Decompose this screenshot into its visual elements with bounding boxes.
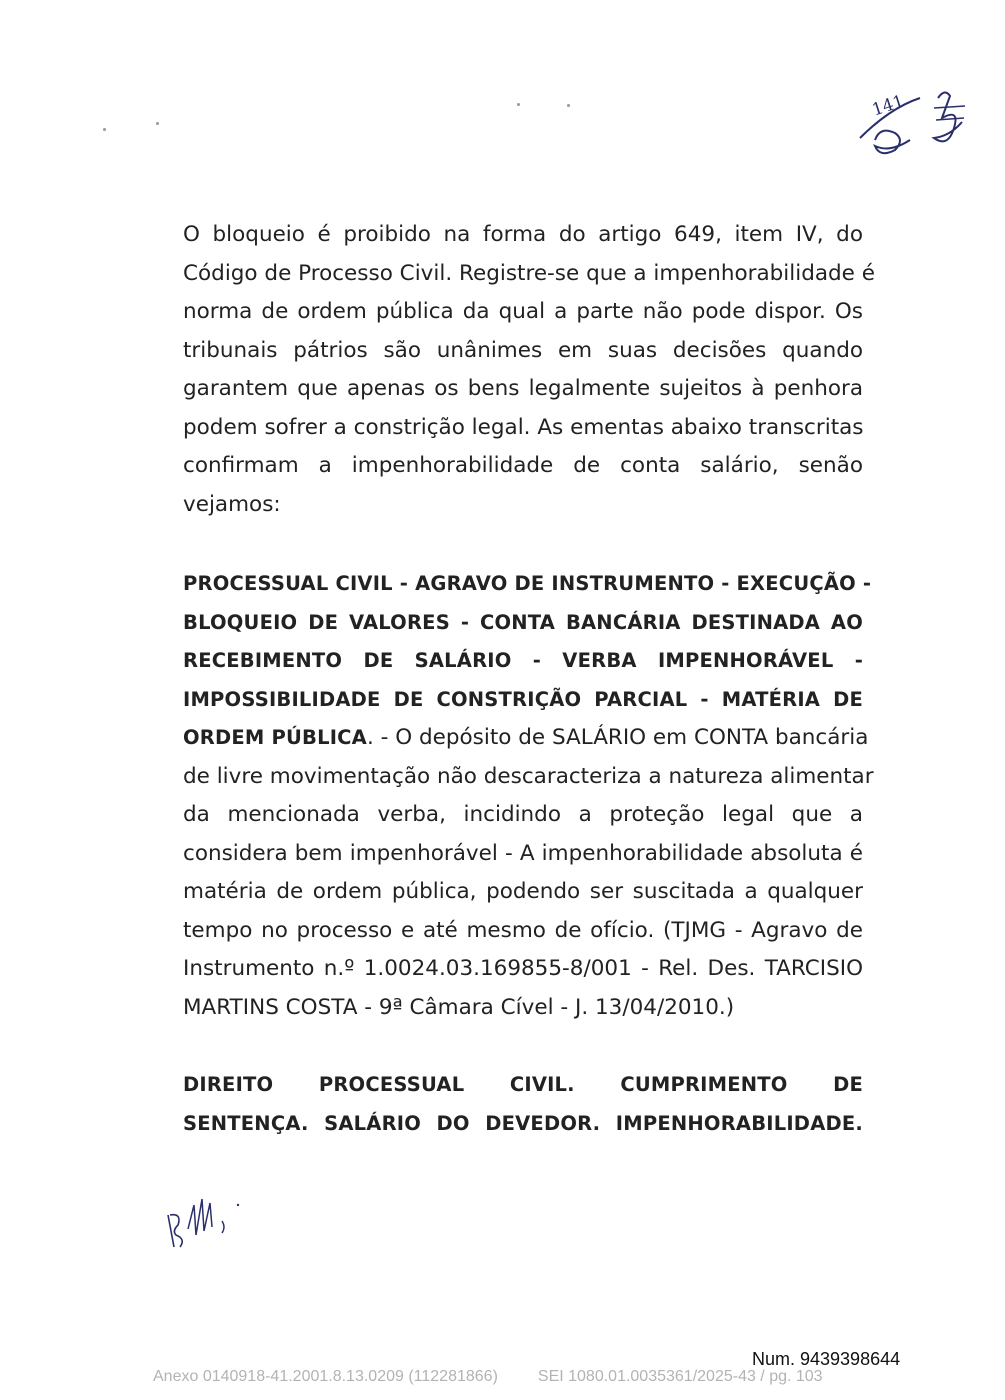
signature-scribble	[160, 1185, 250, 1255]
ementa-heading-end: ORDEM PÚBLICA	[183, 726, 367, 749]
sei-page-reference: SEI 1080.01.0035361/2025-43 / pg. 103	[537, 1368, 823, 1385]
text-line: MARTINS COSTA - 9ª Câmara Cível - J. 13/04/2010.)	[183, 994, 735, 1020]
ementa-heading-line: SENTENÇA. SALÁRIO DO DEVEDOR. IMPENHORABILIDADE.	[183, 1111, 863, 1135]
ementa-direito-processual	[183, 1066, 863, 1143]
initials-signature	[160, 1185, 250, 1255]
text-line: confirmam a impenhorabilidade de conta salário, senão	[183, 453, 863, 478]
scan-speck	[567, 104, 570, 107]
ementa-heading-line: DIREITO PROCESSUAL CIVIL. CUMPRIMENTO DE	[183, 1073, 863, 1096]
text-line: podem sofrer a constrição legal. As ementas abaixo transcritas	[183, 414, 864, 440]
annex-reference: Anexo 0140918-41.2001.8.13.0209 (112281866)	[153, 1368, 498, 1385]
scan-speck	[103, 128, 106, 131]
ementa-mixed-line	[183, 719, 869, 758]
text-line: Instrumento n.º 1.0024.03.169855-8/001 - Rel. Des. TARCISIO	[183, 956, 863, 981]
text-line: tempo no processo e até mesmo de ofício. (TJMG - Agravo de	[183, 917, 863, 943]
footer-reference	[153, 1368, 823, 1386]
ementa-heading-line: BLOQUEIO DE VALORES - CONTA BANCÁRIA DESTINADA AO	[183, 610, 863, 634]
folio-stamp	[850, 78, 980, 168]
text-line: da mencionada verba, incidindo a proteção legal que a	[183, 802, 863, 827]
text-line: de livre movimentação não descaracteriza a natureza alimentar	[183, 763, 874, 789]
text-line: matéria de ordem pública, podendo ser suscitada a qualquer	[183, 879, 863, 904]
text-line: norma de ordem pública da qual a parte não pode dispor. Os	[183, 299, 863, 324]
ementa-tjmg	[183, 565, 874, 1027]
text-line: Código de Processo Civil. Registre-se que a impenhorabilidade é	[183, 260, 875, 286]
ementa-text-start: . - O depósito de SALÁRIO em CONTA bancária	[366, 725, 869, 750]
text-line: garantem que apenas os bens legalmente sujeitos à penhora	[183, 376, 863, 401]
folio-handwriting-mark	[850, 78, 980, 168]
scan-speck	[156, 122, 159, 125]
scan-speck	[517, 103, 520, 106]
text-line: vejamos:	[183, 491, 281, 517]
ementa-heading-line: IMPOSSIBILIDADE DE CONSTRIÇÃO PARCIAL - MATÉRIA DE	[183, 687, 863, 711]
ementa-heading-line: PROCESSUAL CIVIL - AGRAVO DE INSTRUMENTO - EXECUÇÃO -	[183, 572, 872, 595]
text-line: tribunais pátrios são unânimes em suas decisões quando	[183, 337, 863, 363]
paragraph-intro	[183, 216, 875, 524]
text-line: O bloqueio é proibido na forma do artigo 649, item IV, do	[183, 222, 863, 247]
text-line: considera bem impenhorável - A impenhorabilidade absoluta é	[183, 840, 863, 866]
document-number: Num. 9439398644	[752, 1349, 901, 1369]
ementa-heading-line: RECEBIMENTO DE SALÁRIO - VERBA IMPENHORÁVEL -	[183, 649, 863, 672]
folio-number: 141	[869, 91, 907, 121]
